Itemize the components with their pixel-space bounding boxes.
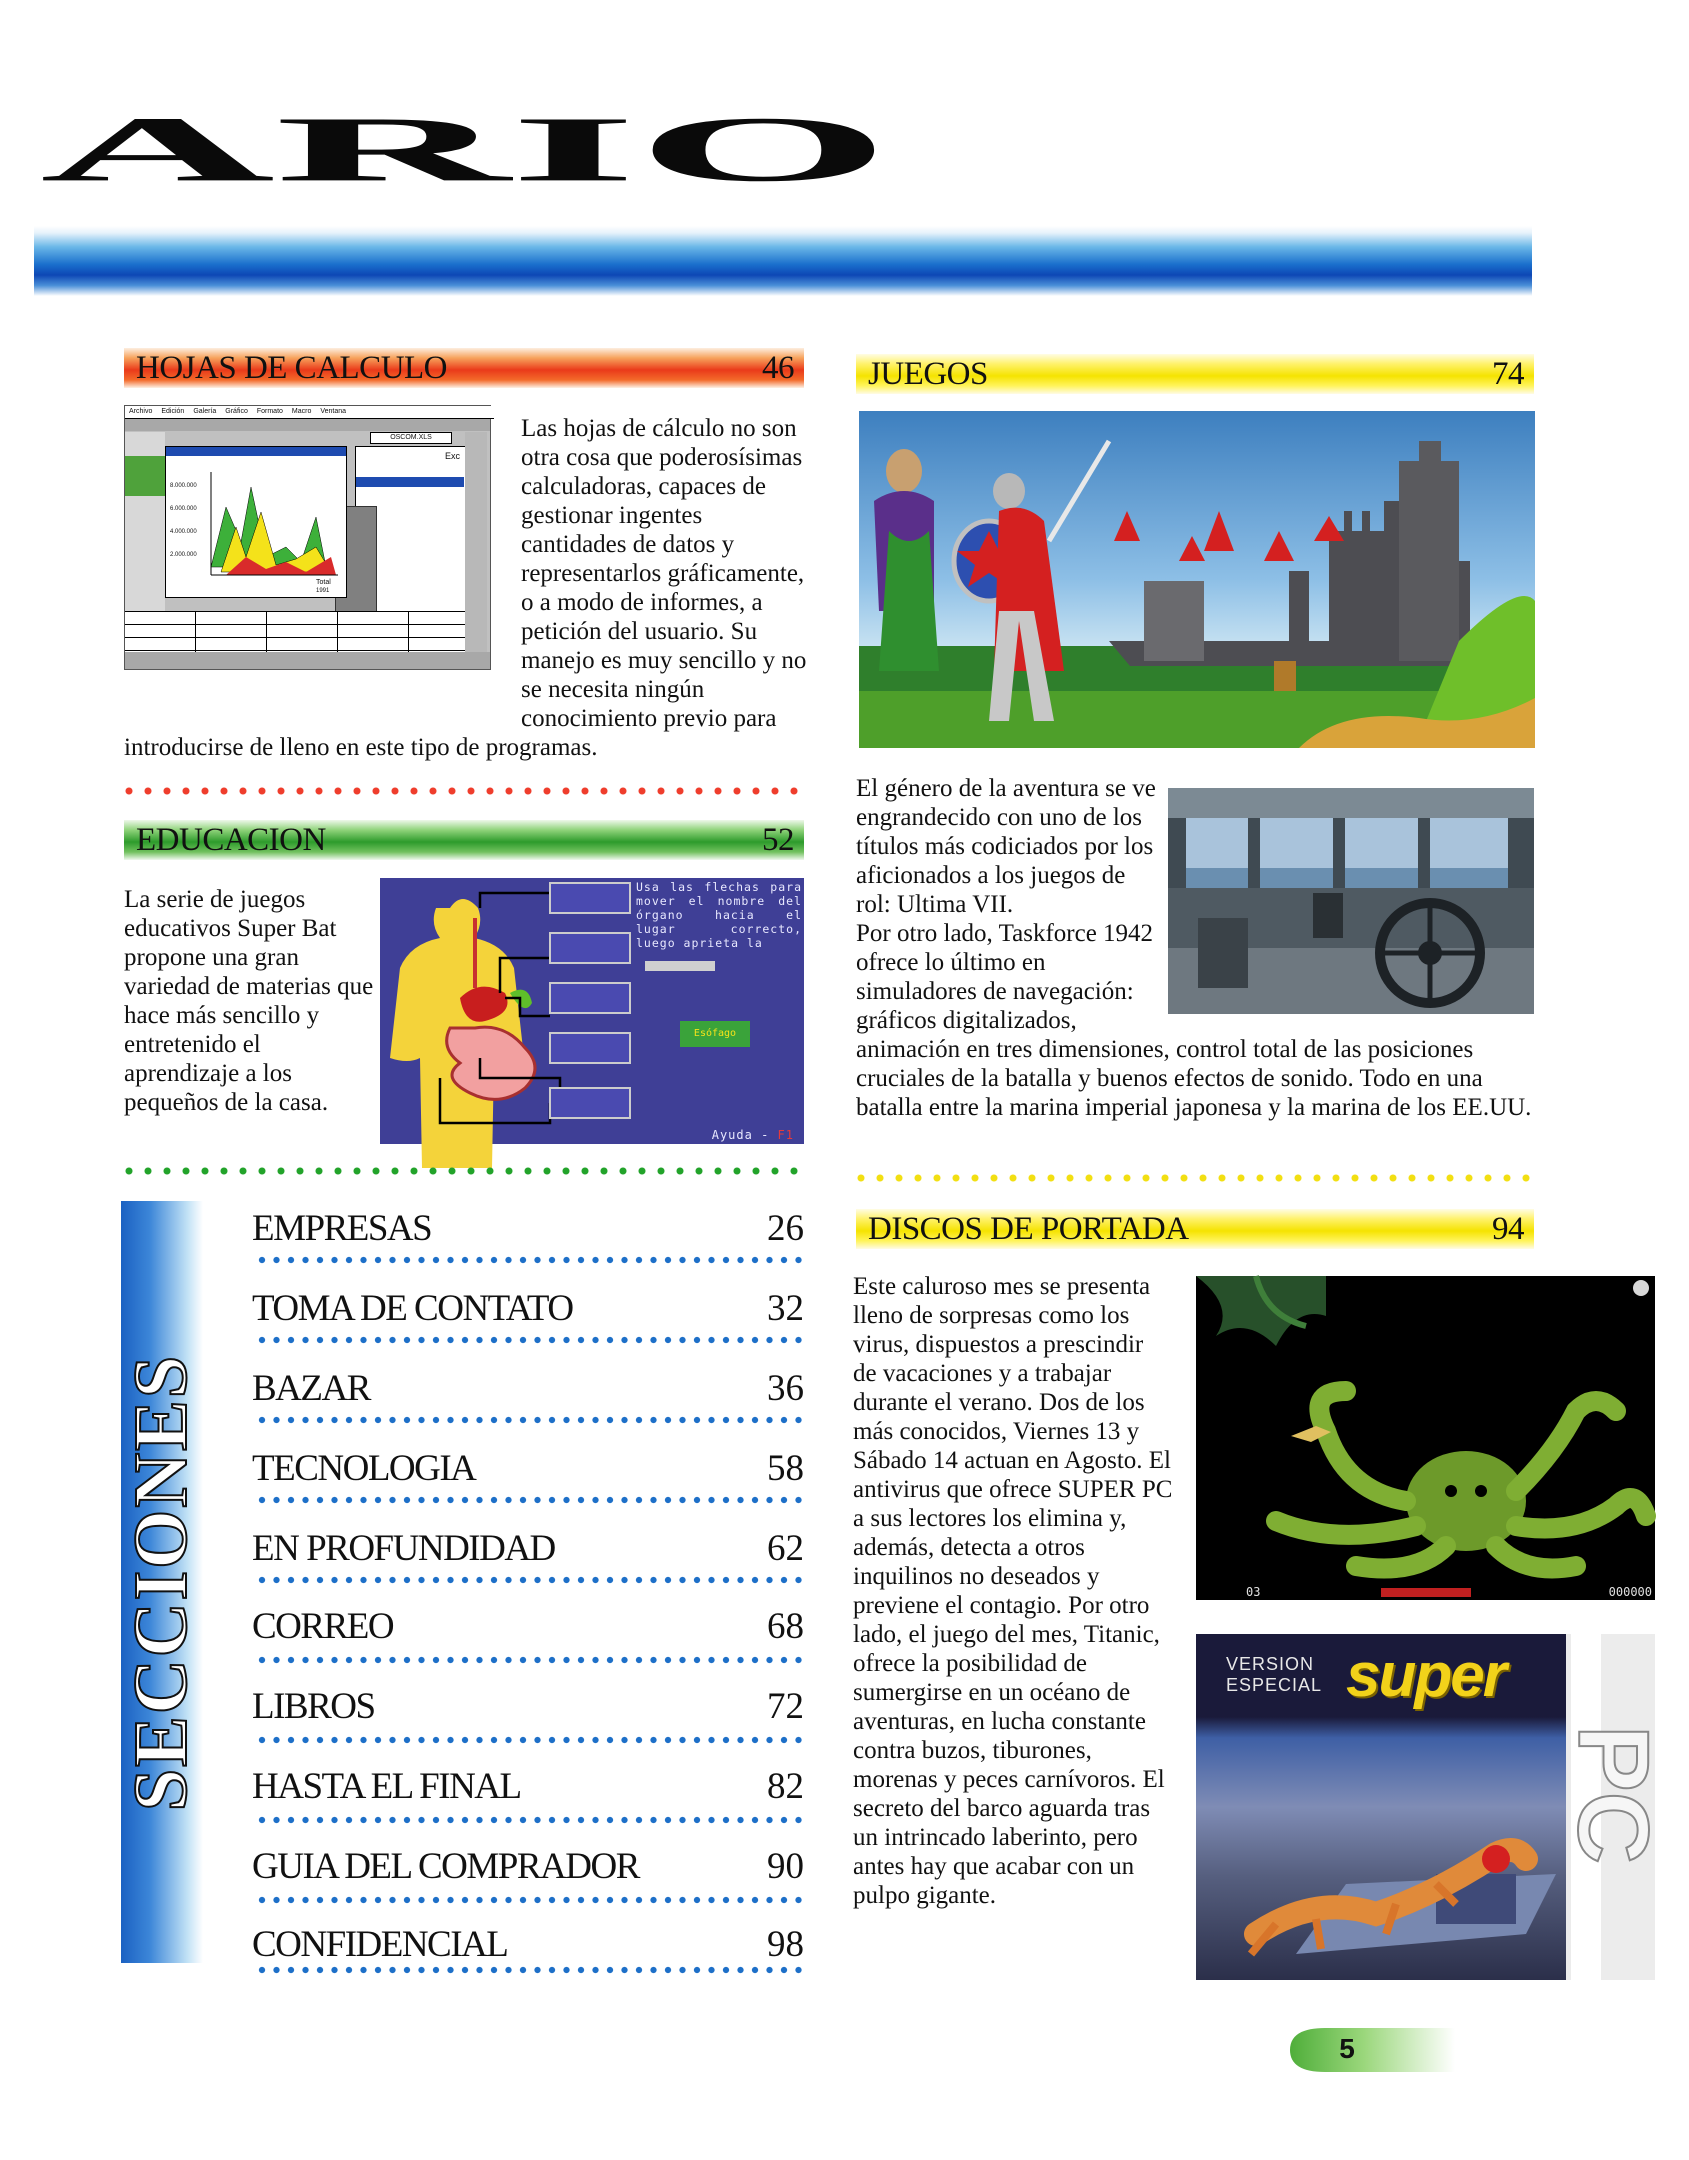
section-header-discos xyxy=(856,1209,1534,1249)
secciones-item[interactable] xyxy=(252,1194,804,1250)
secciones-item-name: HASTA EL FINAL xyxy=(252,1766,521,1807)
secciones-item[interactable] xyxy=(252,1752,804,1808)
axis-value: 4.000.000 xyxy=(170,529,197,535)
section-header-juegos xyxy=(856,354,1534,394)
secciones-item-page: 90 xyxy=(767,1846,804,1887)
blue-dot-divider xyxy=(258,1816,806,1824)
cover-label-line: ESPECIAL xyxy=(1226,1675,1323,1695)
blue-dot-divider xyxy=(258,1496,806,1504)
help-hint xyxy=(712,1128,794,1142)
page-number-tab xyxy=(1280,2025,1460,2075)
section-title: DISCOS DE PORTADA xyxy=(868,1210,1189,1247)
secciones-item[interactable] xyxy=(252,1592,804,1648)
blue-dot-divider xyxy=(258,1576,806,1584)
menu-item: Galería xyxy=(193,408,217,415)
menu-item: Macro xyxy=(291,408,312,415)
cover-logo-pc xyxy=(1556,1694,1669,1894)
blue-dot-divider xyxy=(258,1416,806,1424)
juegos-text-2: Por otro lado, Taskforce 1942 ofrece lo último en simuladores de navegación: gráficos digitalizados, animación en tres dimensiones, control total de las posiciones cruciales de la batalla y buenos efectos de sonido. Todo en una batalla entre la marina imperial japonesa y la marina de los EE.UU. xyxy=(856,920,1532,1121)
page-title xyxy=(40,70,900,200)
secciones-item[interactable] xyxy=(252,1514,804,1570)
help-text: Ayuda - xyxy=(711,1128,770,1142)
blue-dot-divider xyxy=(258,1736,806,1744)
menu-item: Edición xyxy=(161,408,185,415)
hud-lives: 03 xyxy=(1246,1585,1261,1599)
chart-label: Total xyxy=(316,579,331,586)
blue-dot-divider xyxy=(258,1966,806,1974)
juegos-text-1: El género de la aventura se ve engrandecido con uno de los títulos más codiciados por los aficionados a los juegos de rol: Ultima VII. xyxy=(856,775,1156,918)
page-number: 5 xyxy=(1339,2033,1355,2064)
castle-scene xyxy=(859,411,1535,748)
secciones-item-page: 68 xyxy=(767,1606,804,1647)
secciones-item-name: CORREO xyxy=(252,1606,394,1647)
hojas-text: Las hojas de cálculo no son otra cosa que poderosísimas calculadoras, capaces de gestionar ingentes cantidades de datos y representarlos gráficamente, o a modo de informes, a petición del usuario. Su manejo es muy sencillo y no se necesita ningún conocimiento previo para introducirse de lleno en este tipo de programas. xyxy=(124,415,807,761)
yellow-dot-divider xyxy=(856,1173,1536,1183)
game-instruction: Usa las flechas para mover el nombre del órgano hacia el lugar correcto, luego aprieta la xyxy=(636,880,802,950)
octopus-scene xyxy=(1196,1276,1655,1600)
secciones-item-page: 32 xyxy=(767,1288,804,1329)
text-wrap-spacer xyxy=(124,414,521,714)
secciones-item-name: TOMA DE CONTATO xyxy=(252,1288,573,1329)
red-dot-divider xyxy=(124,786,808,796)
green-dot-divider xyxy=(124,1166,808,1176)
secciones-item-page: 36 xyxy=(767,1368,804,1409)
secciones-item-name: GUIA DEL COMPRADOR xyxy=(252,1846,639,1887)
section-title: EDUCACION xyxy=(136,821,326,858)
secciones-item[interactable] xyxy=(252,1434,804,1490)
secciones-item[interactable] xyxy=(252,1354,804,1410)
taskforce-screenshot xyxy=(1168,788,1534,1014)
secciones-item[interactable] xyxy=(252,1910,804,1966)
secciones-item[interactable] xyxy=(252,1672,804,1728)
axis-value: 6.000.000 xyxy=(170,506,197,512)
ship-bridge-scene xyxy=(1168,788,1534,1014)
ultima-vii-screenshot xyxy=(859,411,1535,748)
menu-item: Gráfico xyxy=(225,408,248,415)
section-title: JUEGOS xyxy=(868,355,988,392)
chart-label: 1991 xyxy=(316,588,330,594)
educacion-text: La serie de juegos educativos Super Bat propone una gran variedad de materias que hace más sencillo y entretenido el aprendizaje a los pequeños de la casa. xyxy=(124,886,374,1116)
blue-dot-divider xyxy=(258,1336,806,1344)
menu-item: Formato xyxy=(256,408,283,415)
section-page: 94 xyxy=(1492,1210,1524,1247)
blue-dot-divider xyxy=(258,1896,806,1904)
cover-label xyxy=(1226,1654,1322,1696)
page-title-text: ARIO xyxy=(40,97,890,201)
education-game-screenshot xyxy=(380,878,804,1144)
cover-label-line: VERSION xyxy=(1226,1654,1315,1674)
axis-value: 2.000.000 xyxy=(170,552,197,558)
secciones-item-name: TECNOLOGIA xyxy=(252,1448,476,1489)
header-gradient-bar xyxy=(34,226,1532,296)
secciones-item-page: 98 xyxy=(767,1924,804,1965)
blue-dot-divider xyxy=(258,1656,806,1664)
secciones-item-name: CONFIDENCIAL xyxy=(252,1924,508,1965)
super-pc-cover xyxy=(1196,1634,1669,1980)
section-header-hojas xyxy=(124,348,804,388)
panel-label: Exc xyxy=(444,451,460,461)
secciones-item-page: 62 xyxy=(767,1528,804,1569)
section-header-educacion xyxy=(124,820,804,860)
window-title: OSCOM.XLS xyxy=(370,432,452,444)
secciones-item-page: 82 xyxy=(767,1766,804,1807)
secciones-label xyxy=(121,1201,203,1963)
secciones-item-name: LIBROS xyxy=(252,1686,375,1727)
secciones-item-page: 26 xyxy=(767,1208,804,1249)
hojas-text-block xyxy=(124,414,808,762)
section-title: HOJAS DE CALCULO xyxy=(136,349,448,386)
section-page: 52 xyxy=(762,821,794,858)
hud-score: 000000 xyxy=(1608,1585,1652,1599)
cover-logo: super xyxy=(1346,1641,1505,1710)
menu-item: Archivo xyxy=(129,408,153,415)
titanic-game-screenshot xyxy=(1196,1276,1655,1600)
axis-value: 8.000.000 xyxy=(170,483,197,489)
help-key: F1 xyxy=(777,1128,794,1142)
blue-dot-divider xyxy=(258,1256,806,1264)
secciones-item-name: EMPRESAS xyxy=(252,1208,432,1249)
secciones-item[interactable] xyxy=(252,1832,804,1888)
secciones-label-text: SECCIONES xyxy=(119,1353,204,1811)
section-page: 74 xyxy=(1492,355,1524,392)
secciones-item-name: EN PROFUNDIDAD xyxy=(252,1528,555,1569)
cover-logo-pc-text: PC xyxy=(1556,1724,1669,1864)
secciones-item[interactable] xyxy=(252,1274,804,1330)
discos-text: Este caluroso mes se presenta lleno de sorpresas como los virus, dispuestos a prescindir de vacaciones y a trabajar durante el verano. Dos de los más conocidos, Viernes 13 y Sábado 14 actuan en Agosto. El antivirus que ofrece SUPER PC a sus lectores los elimina y, además, detecta a otros inquilinos no deseados y previene el contagio. Por otro lado, el juego del mes, Titanic, ofrece la posibilidad de sumergirse en un océano de aventuras, en lucha constante contra buzos, tiburones, morenas y peces carnívoros. El secreto del barco aguarda tras un intrincado laberinto, pero antes hay que acabar con un pulpo gigante. xyxy=(853,1273,1173,1909)
secciones-item-name: BAZAR xyxy=(252,1368,370,1409)
organ-label: Esófago xyxy=(693,1028,737,1039)
menu-item: Ventana xyxy=(320,408,347,415)
section-page: 46 xyxy=(762,349,794,386)
secciones-item-page: 58 xyxy=(767,1448,804,1489)
secciones-item-page: 72 xyxy=(767,1686,804,1727)
